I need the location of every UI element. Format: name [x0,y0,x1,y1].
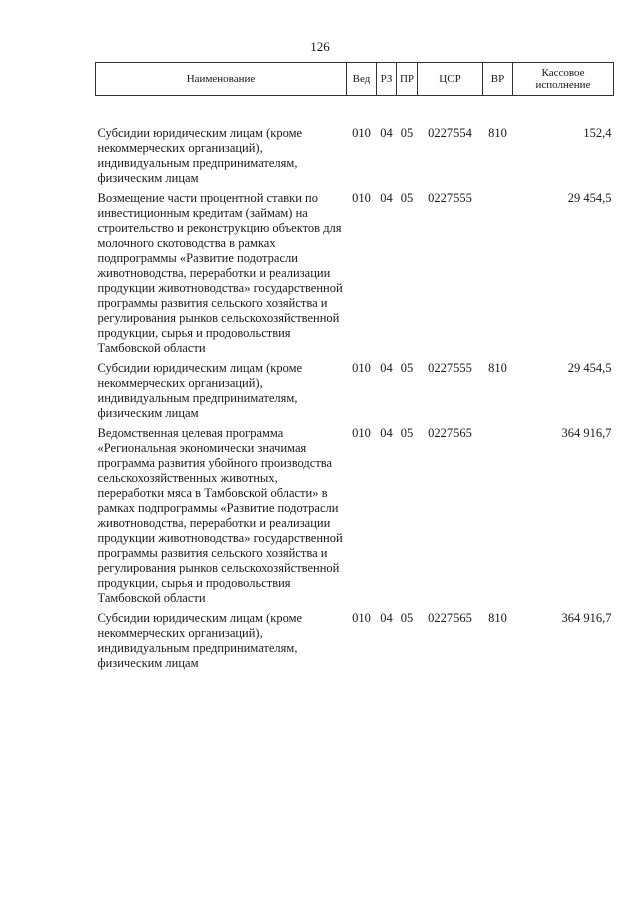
table-header [96,63,614,96]
row-name: Субсидии юридическим лицам (кроме некоммерческих организаций), индивидуальным предпринимателям, физическим лицам [97,360,303,420]
row-ved: 010 [352,360,371,375]
row-name: Ведомственная целевая программа «Региональная экономически значимая программа развития убойного производства сельскохозяйственных животных, переработки мяса в Тамбовской области» в рамках подпрограммы «Развитие подотрасли животноводства, переработки и реализации продукции животноводства» государственной программы развития сельского хозяйства и регулирования рынков сельскохозяйственной продукции, сырья и продовольствия Тамбовской области [97,425,343,605]
table-row [96,126,614,191]
row-ved: 010 [352,125,371,140]
row-vr: 810 [488,125,507,140]
row-csr: 0227554 [428,125,472,140]
row-rz: 04 [380,360,393,375]
row-amount: 364 916,7 [561,610,612,625]
header-csr: ЦСР [418,63,483,96]
row-vr [483,426,513,611]
row-csr: 0227565 [428,425,472,440]
row-pr: 05 [400,425,414,440]
table-row [96,611,614,676]
row-vr [483,191,513,361]
header-name: Наименование [96,63,347,96]
row-ved: 010 [352,425,371,440]
row-rz: 04 [380,425,393,440]
row-pr: 05 [400,190,414,205]
row-rz: 04 [380,610,393,625]
row-csr: 0227555 [428,190,472,205]
row-rz: 04 [380,190,393,205]
row-pr: 05 [400,610,414,625]
row-ved: 010 [352,190,371,205]
row-amount: 364 916,7 [561,425,612,440]
page-number: 126 [310,39,330,54]
row-vr: 810 [488,360,507,375]
row-name: Возмещение части процентной ставки по инвестиционным кредитам (займам) на строительство и реконструкцию объектов для молочного скотоводства в рамках подпрограммы «Развитие подотрасли животноводства, переработки и реализации продукции животноводства» государственной программы развития сельского хозяйства и регулирования рынков сельскохозяйственной продукции, сырья и продовольствия Тамбовской области [97,190,343,355]
row-name: Субсидии юридическим лицам (кроме некоммерческих организаций), индивидуальным предпринимателям, физическим лицам [97,610,303,670]
row-csr: 0227555 [428,360,472,375]
row-amount: 29 454,5 [567,360,612,375]
row-amount: 152,4 [583,125,612,140]
row-ved: 010 [352,610,371,625]
row-csr: 0227565 [428,610,472,625]
row-rz: 04 [380,125,393,140]
row-name: Субсидии юридическим лицам (кроме некоммерческих организаций), индивидуальным предпринимателям, физическим лицам [97,125,303,185]
table-row [96,191,614,361]
header-rz: РЗ [377,63,397,96]
table-row [96,426,614,611]
header-amount: Кассовое исполнение [513,63,614,96]
row-vr: 810 [488,610,507,625]
header-pr: ПР [397,63,418,96]
row-pr: 05 [400,125,414,140]
table-row [96,361,614,426]
row-amount: 29 454,5 [567,190,612,205]
budget-table [95,62,614,676]
header-vr: ВР [483,63,513,96]
header-ved: Вед [347,63,377,96]
row-pr: 05 [400,360,414,375]
